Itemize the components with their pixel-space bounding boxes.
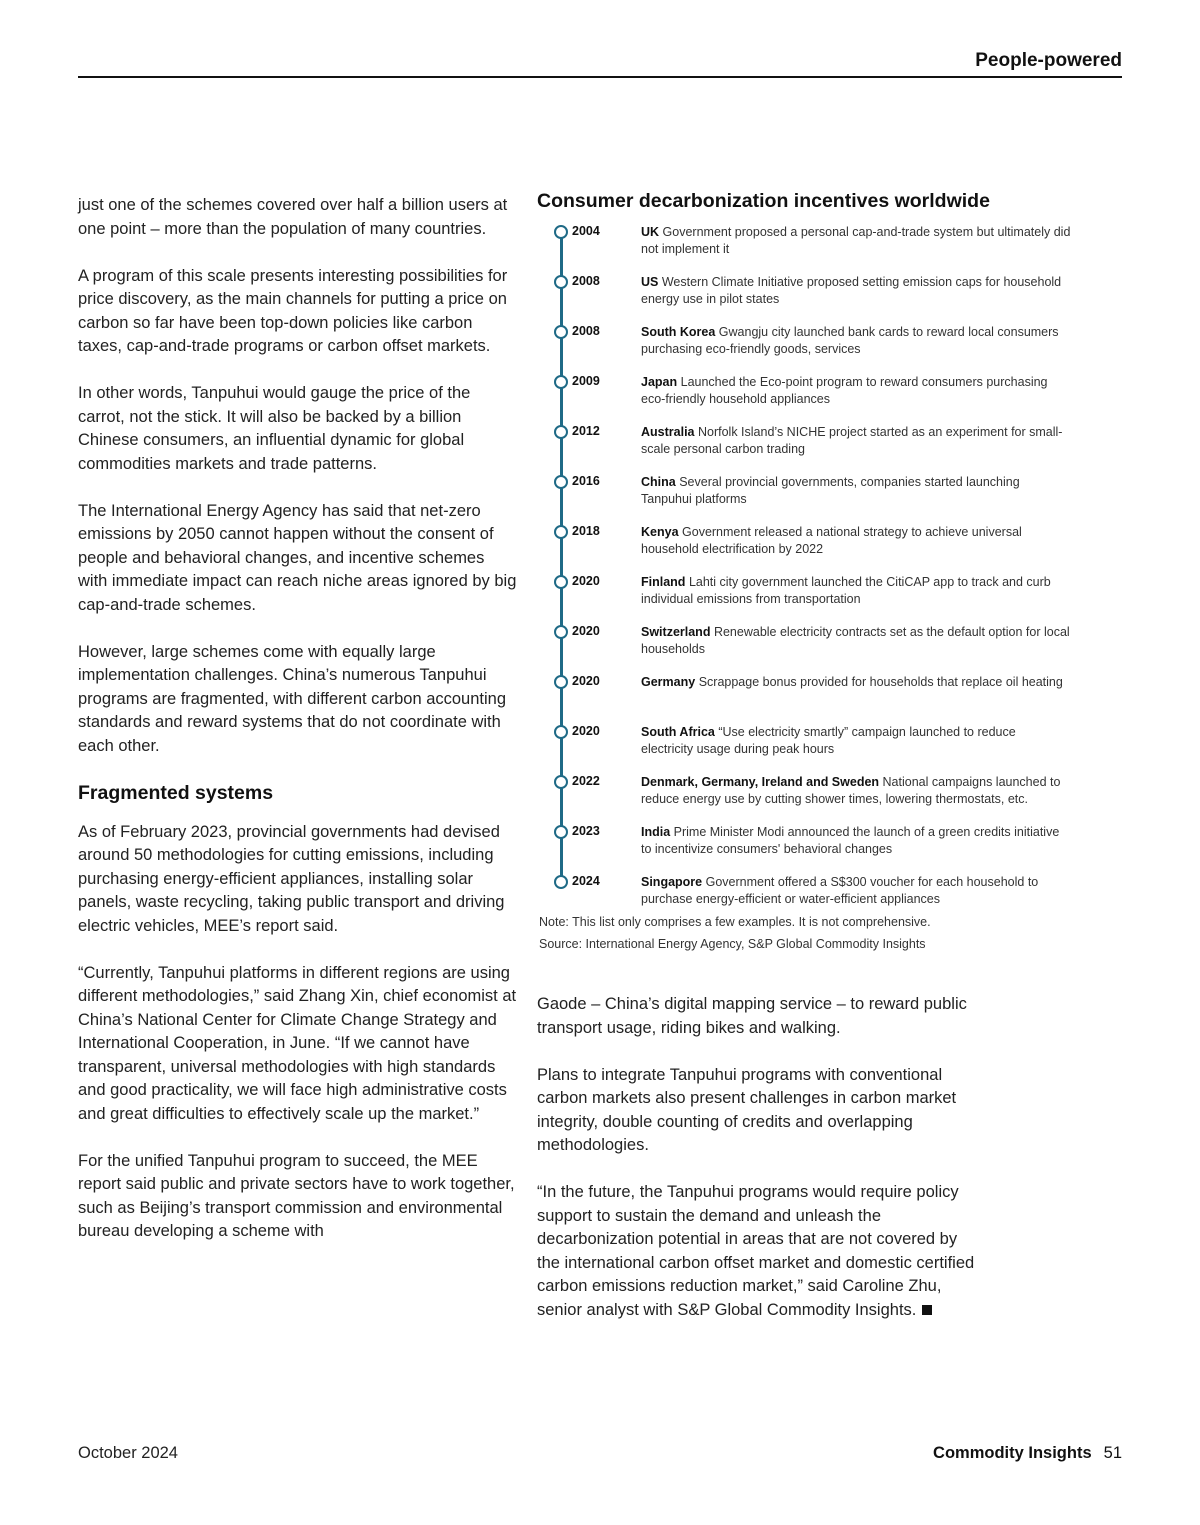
end-of-article-icon — [922, 1305, 932, 1315]
timeline-country: India — [641, 825, 671, 839]
timeline-country: Australia — [641, 425, 695, 439]
timeline-text — [641, 324, 1071, 358]
timeline — [553, 224, 1093, 924]
timeline-description: Government proposed a personal cap-and-trade system but ultimately did not implement it — [641, 225, 1071, 256]
timeline-country: South Korea — [641, 325, 716, 339]
timeline-description: Prime Minister Modi announced the launch of a green credits initiative to incentivize consumers' behavioral changes — [641, 825, 1060, 856]
timeline-note: Note: This list only comprises a few examples. It is not comprehensive. — [539, 915, 931, 929]
timeline-description: Western Climate Initiative proposed setting emission caps for household energy use in pilot states — [641, 275, 1062, 306]
page-number: 51 — [1103, 1444, 1122, 1462]
timeline-text — [641, 374, 1071, 408]
timeline-text — [641, 474, 1071, 508]
timeline-year: 2022 — [572, 774, 600, 788]
timeline-text — [641, 824, 1071, 858]
timeline-dot-icon — [554, 375, 568, 389]
timeline-year: 2020 — [572, 624, 600, 638]
timeline-item — [553, 374, 1093, 424]
timeline-text — [641, 874, 1071, 908]
timeline-country: Japan — [641, 375, 678, 389]
timeline-year: 2008 — [572, 324, 600, 338]
timeline-country: Switzerland — [641, 625, 711, 639]
timeline-country: Kenya — [641, 525, 679, 539]
timeline-text — [641, 424, 1071, 458]
timeline-year: 2020 — [572, 574, 600, 588]
timeline-dot-icon — [554, 475, 568, 489]
timeline-country: UK — [641, 225, 660, 239]
timeline-dot-icon — [554, 525, 568, 539]
timeline-year: 2020 — [572, 724, 600, 738]
right-column — [537, 993, 977, 1346]
timeline-country: Denmark, Germany, Ireland and Sweden — [641, 775, 880, 789]
timeline-source: Source: International Energy Agency, S&P Global Commodity Insights — [539, 937, 926, 951]
body-paragraph: As of February 2023, provincial governments had devised around 50 methodologies for cutting emissions, including purchasing energy-efficient appliances, installing solar panels, waste recycling, taking public transport and driving electric vehicles, MEE’s report said. — [78, 822, 505, 935]
body-paragraph: For the unified Tanpuhui program to succeed, the MEE report said public and private sectors have to work together, such as Beijing’s transport commission and environmental bureau developing a scheme with — [78, 1151, 515, 1240]
timeline-text — [641, 224, 1071, 258]
timeline-year: 2009 — [572, 374, 600, 388]
timeline-country: Finland — [641, 575, 686, 589]
body-paragraph: The International Energy Agency has said that net-zero emissions by 2050 cannot happen without the consent of people and behavioral changes, and incentive schemes with immediate impact can reach niche areas ignored by big cap-and-trade schemes. — [78, 501, 517, 614]
timeline-country: South Africa — [641, 725, 715, 739]
body-paragraph: Gaode – China’s digital mapping service – to reward public transport usage, riding bikes and walking. — [537, 995, 967, 1037]
timeline-description: Several provincial governments, companies started launching Tanpuhui platforms — [641, 475, 1020, 506]
timeline-description: Government released a national strategy to achieve universal household electrification by 2022 — [641, 525, 1022, 556]
timeline-description: National campaigns launched to reduce energy use by cutting shower times, lowering thermostats, etc. — [641, 775, 1061, 806]
footer-date: October 2024 — [78, 1444, 178, 1462]
timeline-item — [553, 274, 1093, 324]
timeline-description: “Use electricity smartly” campaign launched to reduce electricity usage during peak hours — [641, 725, 1016, 756]
body-paragraph: just one of the schemes covered over half a billion users at one point – more than the population of many countries. — [78, 196, 508, 238]
section-label: People-powered — [975, 50, 1122, 71]
timeline-dot-icon — [554, 325, 568, 339]
timeline-text — [641, 574, 1071, 608]
timeline-item — [553, 824, 1093, 874]
body-paragraph: A program of this scale presents interesting possibilities for price discovery, as the main channels for putting a price on carbon so far have been top-down policies like carbon taxes, cap-and-trade programs or carbon offset markets. — [78, 266, 508, 355]
timeline-dot-icon — [554, 825, 568, 839]
body-paragraph: However, large schemes come with equally large implementation challenges. China’s numerous Tanpuhui programs are fragmented, with different carbon accounting standards and reward systems that do not coordinate with each other. — [78, 642, 507, 755]
timeline-text — [641, 774, 1071, 808]
header-rule — [78, 76, 1122, 78]
timeline-item — [553, 524, 1093, 574]
body-paragraph: “Currently, Tanpuhui platforms in different regions are using different methodologies,” said Zhang Xin, chief economist at China’s National Center for Climate Change Strategy and International Cooperation, in June. “If we cannot have transparent, universal methodologies with high standards and good practicality, we will face high administrative costs and great difficulties to effectively scale up the market.” — [78, 963, 517, 1123]
timeline-dot-icon — [554, 675, 568, 689]
timeline-dot-icon — [554, 775, 568, 789]
timeline-item — [553, 474, 1093, 524]
timeline-dot-icon — [554, 625, 568, 639]
timeline-dot-icon — [554, 275, 568, 289]
body-paragraph: Plans to integrate Tanpuhui programs with conventional carbon markets also present challenges in carbon market integrity, double counting of credits and overlapping methodologies. — [537, 1065, 957, 1154]
timeline-dot-icon — [554, 225, 568, 239]
timeline-item — [553, 224, 1093, 274]
timeline-item — [553, 574, 1093, 624]
timeline-description: Scrappage bonus provided for households that replace oil heating — [698, 675, 1063, 689]
footer-brand-block — [933, 1444, 1122, 1463]
timeline-year: 2023 — [572, 824, 600, 838]
timeline-country: China — [641, 475, 676, 489]
timeline-item — [553, 674, 1093, 724]
timeline-text — [641, 274, 1071, 308]
timeline-item — [553, 774, 1093, 824]
body-paragraph-text: “In the future, the Tanpuhui programs would require policy support to sustain the demand and unleash the decarbonization potential in areas that are not covered by the international carbon offset market and domestic certified carbon emissions reduction market,” said Caroline Zhu, senior analyst with S&P Global Commodity Insights. — [537, 1183, 975, 1319]
timeline-description: Launched the Eco-point program to reward consumers purchasing eco-friendly household appliances — [641, 375, 1048, 406]
timeline-text — [641, 624, 1071, 658]
timeline-description: Gwangju city launched bank cards to reward local consumers purchasing eco-friendly goods, services — [641, 325, 1059, 356]
timeline-year: 2012 — [572, 424, 600, 438]
timeline-year: 2018 — [572, 524, 600, 538]
timeline-year: 2020 — [572, 674, 600, 688]
timeline-item — [553, 324, 1093, 374]
timeline-description: Norfolk Island’s NICHE project started as an experiment for small-scale personal carbon trading — [641, 425, 1063, 456]
timeline-item — [553, 724, 1093, 774]
left-column — [78, 194, 518, 1267]
timeline-description: Lahti city government launched the CitiCAP app to track and curb individual emissions from transportation — [641, 575, 1051, 606]
timeline-description: Renewable electricity contracts set as the default option for local households — [641, 625, 1070, 656]
subheading: Fragmented systems — [78, 781, 274, 804]
footer-brand: Commodity Insights — [933, 1444, 1092, 1462]
timeline-dot-icon — [554, 875, 568, 889]
timeline-item — [553, 624, 1093, 674]
timeline-text — [641, 724, 1071, 758]
body-paragraph: In other words, Tanpuhui would gauge the price of the carrot, not the stick. It will also be backed by a billion Chinese consumers, an influential dynamic for global commodities markets and trade patterns. — [78, 384, 471, 473]
timeline-dot-icon — [554, 575, 568, 589]
timeline-year: 2024 — [572, 874, 600, 888]
body-paragraph — [537, 1181, 977, 1322]
timeline-dot-icon — [554, 725, 568, 739]
timeline-title: Consumer decarbonization incentives worldwide — [537, 190, 990, 212]
timeline-item — [553, 424, 1093, 474]
timeline-dot-icon — [554, 425, 568, 439]
timeline-year: 2016 — [572, 474, 600, 488]
timeline-year: 2008 — [572, 274, 600, 288]
timeline-year: 2004 — [572, 224, 600, 238]
timeline-country: Singapore — [641, 875, 703, 889]
timeline-country: Germany — [641, 675, 696, 689]
timeline-text — [641, 524, 1071, 558]
timeline-country: US — [641, 275, 659, 289]
timeline-text — [641, 674, 1071, 691]
timeline-description: Government offered a S$300 voucher for each household to purchase energy-efficient or water-efficient appliances — [641, 875, 1039, 906]
